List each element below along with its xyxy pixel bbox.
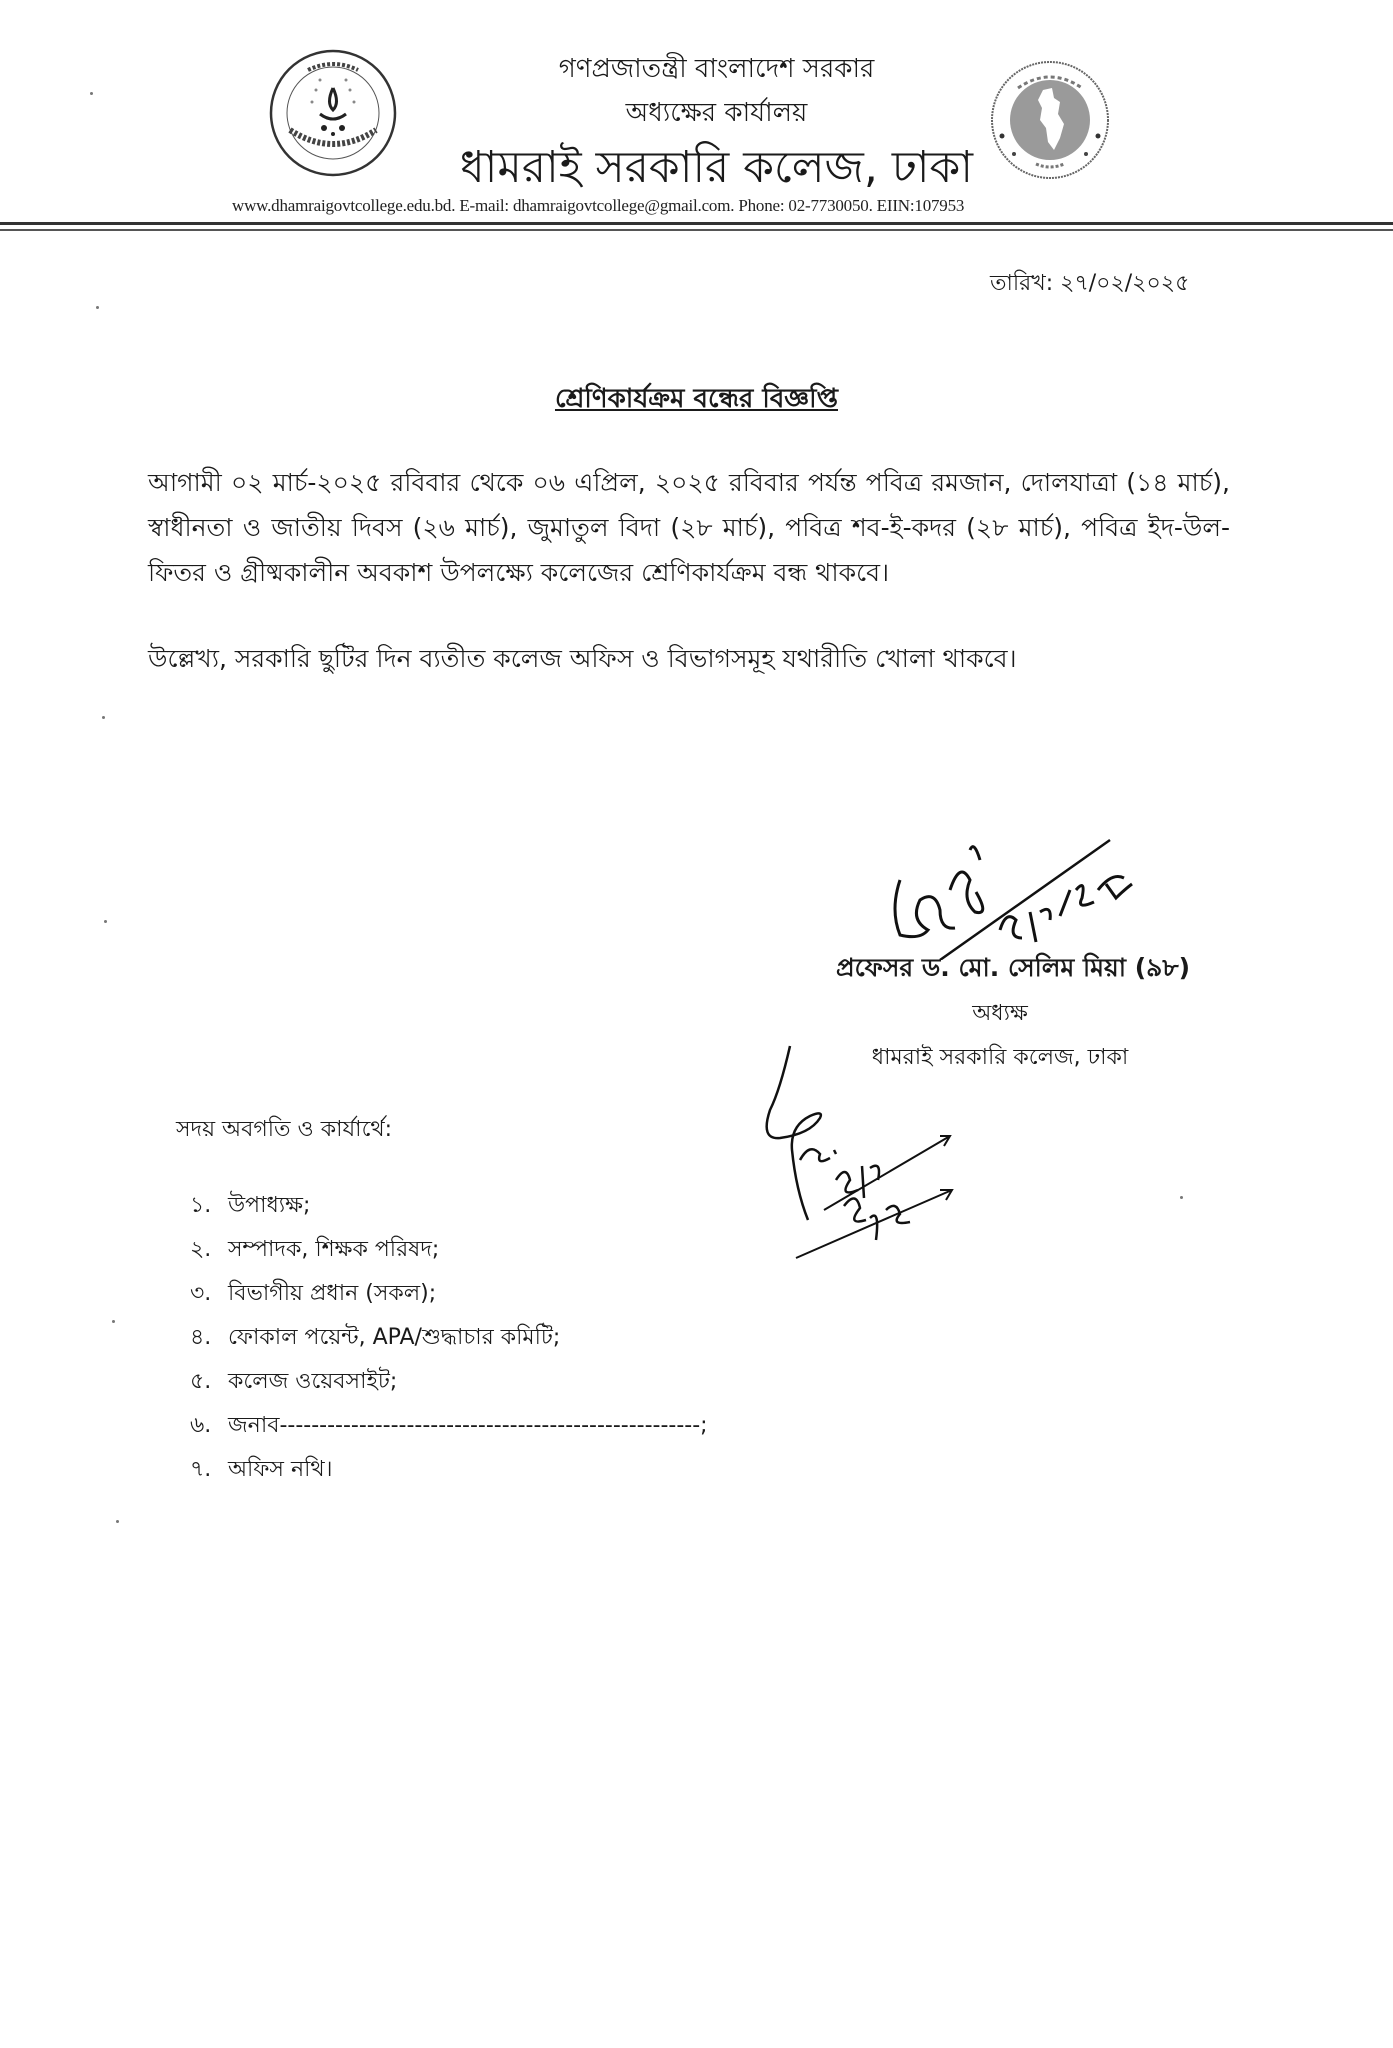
scan-speck <box>90 92 93 95</box>
item-number: ৪. <box>190 1325 212 1350</box>
office-heading: অধ্যক্ষের কার্যালয় <box>625 98 808 128</box>
distribution-item <box>190 1228 708 1272</box>
secondary-handwritten-signature <box>740 1030 960 1270</box>
item-number: ২. <box>190 1237 212 1262</box>
item-number: ১. <box>190 1193 212 1218</box>
scan-speck <box>96 306 99 309</box>
government-heading: গণপ্রজাতন্ত্রী বাংলাদেশ সরকার <box>558 54 875 84</box>
header-divider <box>0 222 1393 225</box>
distribution-item <box>190 1360 708 1404</box>
item-text: জনাব-----------------------------------------------------; <box>228 1413 708 1438</box>
item-number: ৭. <box>190 1457 212 1482</box>
item-number: ৬. <box>190 1413 212 1438</box>
distribution-item <box>190 1404 708 1448</box>
scan-speck <box>116 1520 119 1523</box>
principal-handwritten-signature <box>880 820 1160 960</box>
distribution-item <box>190 1448 708 1492</box>
signer-institution: ধামরাই সরকারি কলেজ, ঢাকা <box>871 1045 1129 1070</box>
signer-designation: অধ্যক্ষ <box>972 1001 1028 1026</box>
distribution-list <box>190 1184 708 1492</box>
distribution-item <box>190 1316 708 1360</box>
header-divider-secondary <box>0 229 1393 231</box>
item-number: ৫. <box>190 1369 212 1394</box>
contact-line: www.dhamraigovtcollege.edu.bd. E-mail: dhamraigovtcollege@gmail.com. Phone: 02-7730050. EIIN:107953 <box>232 196 965 215</box>
item-text: উপাধ্যক্ষ; <box>228 1193 311 1218</box>
distribution-item <box>190 1184 708 1228</box>
college-name-heading: ধামরাই সরকারি কলেজ, ঢাকা <box>459 142 974 193</box>
notice-title-text: শ্রেণিকার্যক্রম বন্ধের বিজ্ঞপ্তি <box>554 384 838 414</box>
notice-paragraph-1: আগামী ০২ মার্চ-২০২৫ রবিবার থেকে ০৬ এপ্রিল, ২০২৫ রবিবার পর্যন্ত পবিত্র রমজান, দোলযাত্রা (১৪ মার্চ), স্বাধীনতা ও জাতীয় দিবস (২৬ মার্চ), জুমাতুল বিদা (২৮ মার্চ), পবিত্র শব-ই-কদর (২৮ মার্চ), পবিত্র ইদ-উল-ফিতর ও গ্রীষ্মকালীন অবকাশ উপলক্ষ্যে কলেজের শ্রেণিকার্যক্রম বন্ধ থাকবে। <box>148 468 1230 587</box>
notice-date: তারিখ: ২৭/০২/২০২৫ <box>990 271 1190 296</box>
item-text: ফোকাল পয়েন্ট, APA/শুদ্ধাচার কমিটি; <box>228 1325 561 1350</box>
notice-title <box>0 378 1393 422</box>
signer-name: প্রফেসর ড. মো. সেলিম মিয়া (৯৮) <box>835 953 1190 982</box>
scan-speck <box>104 920 107 923</box>
scan-speck <box>112 1320 115 1323</box>
distribution-heading: সদয় অবগতি ও কার্যার্থে: <box>176 1117 393 1142</box>
scan-speck <box>1180 1196 1183 1199</box>
item-text: অফিস নথি। <box>228 1457 333 1482</box>
distribution-item <box>190 1272 708 1316</box>
item-text: কলেজ ওয়েবসাইট; <box>228 1369 398 1394</box>
item-number: ৩. <box>190 1281 212 1306</box>
notice-paragraph-2: উল্লেখ্য, সরকারি ছুটির দিন ব্যতীত কলেজ অফিস ও বিভাগসমূহ যথারীতি খোলা থাকবে। <box>148 644 1017 673</box>
item-text: সম্পাদক, শিক্ষক পরিষদ; <box>228 1237 440 1262</box>
scan-speck <box>102 716 105 719</box>
item-text: বিভাগীয় প্রধান (সকল); <box>228 1281 437 1306</box>
